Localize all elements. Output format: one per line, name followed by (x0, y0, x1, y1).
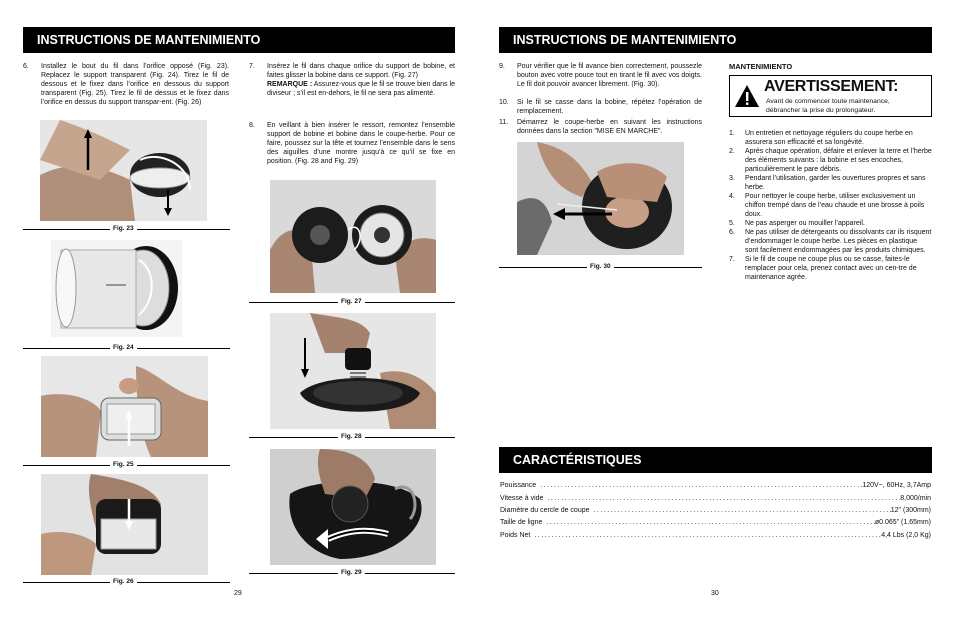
maintenance-item (729, 219, 932, 228)
fig-28-photo (270, 313, 436, 429)
step-6 (23, 62, 229, 107)
fig-30-caption: Fig. 30 (587, 263, 614, 270)
fig-30-photo (517, 142, 684, 255)
maintenance-item (729, 255, 932, 282)
remark-label: REMARQUE : (267, 81, 313, 88)
step-10 (499, 98, 702, 116)
fig-28-caption: Fig. 28 (338, 433, 365, 440)
fig-26-photo (41, 474, 208, 575)
spec-label: Diamètre du cercle de coupe (500, 507, 590, 514)
warning-text: Avant de commencer toute maintenance, débrancher la prise du prolongateur. (766, 98, 890, 114)
fig-28-illustration (270, 313, 436, 429)
maintenance-item (729, 129, 932, 147)
fig-27-illustration (270, 180, 436, 293)
fig-24-caption: Fig. 24 (110, 344, 137, 351)
step-10-text: Si le fil se casse dans la bobine, répétez l’opération de remplacement. (517, 99, 702, 115)
step-10-number: 10. (499, 99, 509, 106)
fig-24-illustration (51, 240, 182, 337)
maintenance-item-text: Pendant l’utilisation, garder les ouvertures propres et sans herbe. (745, 175, 926, 191)
step-7-body: Insérez le fil dans chaque orifice du support de bobine, et faites glisser la bobine dans ce support. (Fig. 27) (267, 63, 455, 79)
fig-24-photo (51, 240, 182, 337)
spec-leader-dots (547, 495, 900, 502)
spec-value: 8,000/min (900, 495, 931, 502)
spec-value: 12" (300mm) (890, 507, 931, 514)
maintenance-item (729, 228, 932, 255)
remark-text: Assurez-vous que le fil se trouve bien dans le diviseur ; s’il est en-dehors, le fil ne sera pas alimenté. (267, 81, 455, 97)
specs-header-text: CARACTÉRISTIQUES (513, 453, 642, 467)
fig-25-caption: Fig. 25 (110, 461, 137, 468)
spec-row (500, 519, 931, 526)
maintenance-item-number: 2. (729, 148, 735, 155)
mantenimiento-title: MANTENIMIENTO (729, 62, 793, 71)
maintenance-item-text: Ne pas asperger ou mouiller l’appareil. (745, 220, 865, 227)
spec-value: ø0.065" (1.65mm) (874, 519, 931, 526)
maintenance-item-text: Pour nettoyer le coupe herbe, utiliser exclusivement un chiffon trempé dans de l’eau chaude et une brosse à poils doux. (745, 193, 925, 218)
right-page-number: 30 (711, 590, 719, 597)
left-page-number: 29 (234, 590, 242, 597)
step-11-text: Démarrez le coupe-herbe en suivant les instructions données dans la section "MISE EN MARCHE". (517, 119, 702, 135)
step-9-text: Pour vérifier que le fil avance bien correctement, poussezle bouton avec votre pouce tout en tirant le fil avec vos doigts. Le fil doit pouvoir avancer librement. (Fig. 30). (517, 63, 702, 88)
spec-row (500, 495, 931, 502)
fig-27-caption: Fig. 27 (338, 298, 365, 305)
fig-29-illustration (270, 449, 436, 565)
step-8 (249, 121, 455, 166)
step-9-number: 9. (499, 63, 505, 70)
spec-row (500, 482, 931, 489)
spec-leader-dots (546, 519, 874, 526)
step-7-text (267, 62, 455, 98)
spec-label: Taille de ligne (500, 519, 543, 526)
fig-27-photo (270, 180, 436, 293)
maintenance-item (729, 147, 932, 174)
step-8-number: 8. (249, 122, 255, 129)
maintenance-item-text: Après chaque opération, défaire et enlever la terre et l’herbe des éléments suivants : la bobine et ses encoches, particulièrement le pare débris. (745, 148, 932, 173)
fig-26-illustration (41, 474, 208, 575)
specs-header (499, 447, 932, 473)
maintenance-item-text: Si le fil de coupe ne coupe plus ou se casse, faites-le remplacer pour cela, prenez contact avec un cen-tre de maintenance agrée. (745, 256, 917, 281)
fig-29-photo (270, 449, 436, 565)
fig-23-photo (40, 120, 207, 221)
fig-23-illustration (40, 120, 207, 221)
spec-value: 4,4 Lbs (2,0 Kg) (881, 532, 931, 539)
maintenance-list (729, 129, 932, 282)
fig-23-caption: Fig. 23 (110, 225, 137, 232)
spec-label: Poids Net (500, 532, 531, 539)
left-section-header (23, 27, 455, 53)
spec-value: 120V~, 60Hz, 3,7Amp (862, 482, 931, 489)
maintenance-item-number: 5. (729, 220, 735, 227)
maintenance-item-number: 6. (729, 229, 735, 236)
left-header-text: INSTRUCTIONS DE MANTENIMIENTO (37, 33, 261, 47)
spec-row (500, 507, 931, 514)
maintenance-item (729, 174, 932, 192)
spec-label: Vitesse à vide (500, 495, 544, 502)
spec-leader-dots (540, 482, 862, 489)
step-6-number: 6. (23, 63, 29, 70)
fig-25-illustration (41, 356, 208, 457)
maintenance-item (729, 192, 932, 219)
spec-label: Pouissance (500, 482, 537, 489)
right-section-header (499, 27, 932, 53)
fig-26-caption: Fig. 26 (110, 578, 137, 585)
step-11 (499, 118, 702, 136)
spec-leader-dots (534, 532, 881, 539)
spec-row (500, 532, 931, 539)
step-6-text: Installez le bout du fil dans l’orifice opposé (Fig. 23). Replacez le support transparent (Fig. 24). Tirez le fil de dessous et le fixez dans l’orifice en dessous du support transparent (Fig. 25). Tirez le fil de dessus et le fixez dans l’orifice en dessus du support transpar-ent. (Fig. 26) (41, 63, 229, 106)
right-header-text: INSTRUCTIONS DE MANTENIMIENTO (513, 33, 737, 47)
spec-leader-dots (594, 507, 891, 514)
maintenance-item-number: 3. (729, 175, 735, 182)
fig-29-caption: Fig. 29 (338, 569, 365, 576)
maintenance-item-text: Un entretien et nettoyage réguliers du coupe herbe en assurera son efficacité et sa longévité. (745, 130, 913, 146)
warning-box (729, 75, 932, 117)
fig-25-photo (41, 356, 208, 457)
warning-triangle-icon (734, 84, 760, 108)
maintenance-item-number: 1. (729, 130, 735, 137)
maintenance-item-number: 7. (729, 256, 735, 263)
step-7 (249, 62, 455, 98)
step-9 (499, 62, 702, 89)
step-11-number: 11. (499, 119, 509, 126)
maintenance-item-text: Ne pas utiliser de détergeants ou dissolvants car ils risquent d’endommager le coupe herbe. Les pièces en plastique sont facilement endommagées par les produits chimiques. (745, 229, 932, 254)
step-7-number: 7. (249, 63, 255, 70)
fig-30-illustration (517, 142, 684, 255)
warning-title: AVERTISSEMENT: (764, 78, 899, 95)
maintenance-item-number: 4. (729, 193, 735, 200)
step-8-text: En veillant à bien insérer le ressort, remontez l’ensemble support de bobine et bobine dans le coupe-herbe. Pour ce faire, poussez sur la tête et tournez l’ensemble dans le sens des aiguilles d’une montre jusqu’à ce qu’il se fixe en position. (Fig. 28 and Fig. 29) (267, 122, 455, 165)
